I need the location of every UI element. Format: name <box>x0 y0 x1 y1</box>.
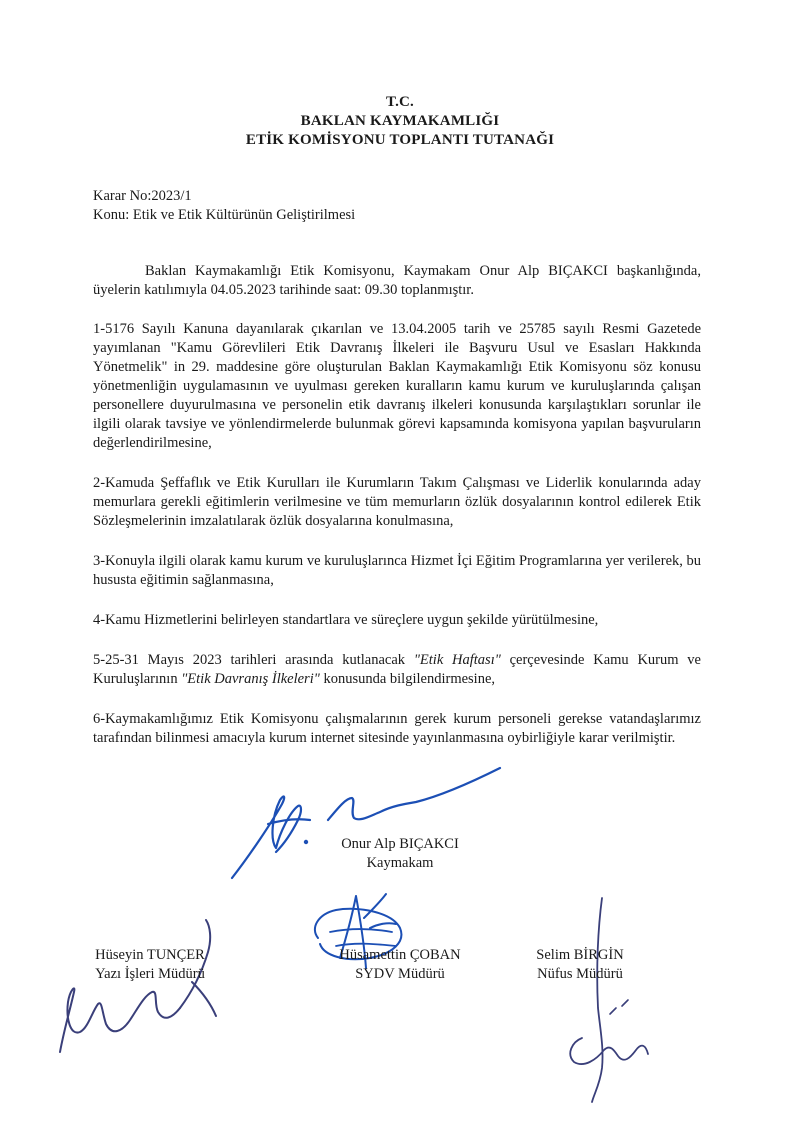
signatory-title: Yazı İşleri Müdürü <box>95 966 205 982</box>
item5-etik-haftasi: "Etik Haftası" <box>413 652 501 668</box>
signatory-name: Onur Alp BIÇAKCI <box>341 836 459 852</box>
yazi-isleri-signature <box>40 912 260 1062</box>
signatory-yazi-isleri <box>60 946 240 984</box>
signatory-title: SYDV Müdürü <box>355 966 445 982</box>
decision-item-2: 2-Kamuda Şeffaflık ve Etik Kurulları ile Kurumların Takım Çalışması ve Liderlik konularında aday memurlara gerekli eğitimlerin verilmesine ve tüm memurların özlük dosyalarının kontrol edilerek Etik Sözleşmelerinin imzalatılarak özlük dosyalarına konulmasına, <box>93 475 701 529</box>
decision-item-4: 4-Kamu Hizmetlerini belirleyen standartlara ve süreçlere uygun şekilde yürütülmesine, <box>93 612 599 628</box>
signatory-name: Selim BİRGİN <box>536 947 624 963</box>
decision-item-5 <box>93 651 701 689</box>
nufus-signature <box>552 888 662 1108</box>
signatory-name: Hüsamettin ÇOBAN <box>339 947 461 963</box>
signatory-name: Hüseyin TUNÇER <box>95 947 205 963</box>
decision-item-6: 6-Kaymakamlığımız Etik Komisyonu çalışmalarının gerek kurum personeli gerekse vatandaşlarımız tarafından bilinmesi amacıyla kurum internet sitesinde yayınlanmasına oybirliğiyle karar verilmiştir. <box>93 711 701 746</box>
intro-paragraph: Baklan Kaymakamlığı Etik Komisyonu, Kaymakam Onur Alp BIÇAKCI başkanlığında, üyelerin katılımıyla 04.05.2023 tarihinde saat: 09.30 toplanmıştır. <box>93 263 701 298</box>
item5-part-e: konusunda bilgilendirmesine, <box>319 671 496 687</box>
decision-item-3: 3-Konuyla ilgili olarak kamu kurum ve kuruluşlarınca Hizmet İçi Eğitim Programlarına yer verilerek, bu hususta eğitimin sağlanmasına, <box>93 553 702 588</box>
subject-line: Konu: Etik ve Etik Kültürünün Geliştirilmesi <box>93 207 356 223</box>
item5-part-a: 5-25-31 Mayıs 2023 tarihleri arasında kutlanacak <box>93 652 414 668</box>
item5-etik-davranis: "Etik Davranış İlkeleri" <box>181 671 320 687</box>
header-tc: T.C. <box>385 94 415 110</box>
signatory-sydv <box>305 946 495 984</box>
decision-item-1: 1-5176 Sayılı Kanuna dayanılarak çıkarılan ve 13.04.2005 tarih ve 25785 sayılı Resmi Gazetede yayımlanan "Kamu Görevlileri Etik Davranış İlkeleri ile Başvuru Usul ve Esasları Hakkında Yönetmelik" in 29. maddesine göre oluşturulan Baklan Kaymakamlığı Etik Komisyonu söz konusu yönetmenliğin uygulamasının ve uyulması gereken kuralların kamu kurum ve kuruluşlarında çalışan personellere duyurulmasına ve personelin etik davranış ilkeleri konusunda karşılaştıkları sorunlar ile ilgili olarak tavsiye ve yönlendirmelerde bulunmak görevi kapsamında komisyona yapılan başvuruların değerlendirilmesine, <box>93 321 701 451</box>
signatory-kaymakam <box>300 835 500 873</box>
decision-number: Karar No:2023/1 <box>93 188 192 204</box>
signatory-title: Kaymakam <box>366 855 434 871</box>
signatory-title: Nüfus Müdürü <box>537 966 623 982</box>
document-header <box>0 93 800 150</box>
header-institution: BAKLAN KAYMAKAMLIĞI <box>300 113 500 129</box>
document-body <box>93 262 701 769</box>
document-meta <box>93 187 355 225</box>
document-title: ETİK KOMİSYONU TOPLANTI TUTANAĞI <box>245 132 555 148</box>
item5-part-c: çerçevesinde Kamu Kurum ve Kuruluşlarının <box>93 652 701 687</box>
signatory-nufus <box>505 946 655 984</box>
